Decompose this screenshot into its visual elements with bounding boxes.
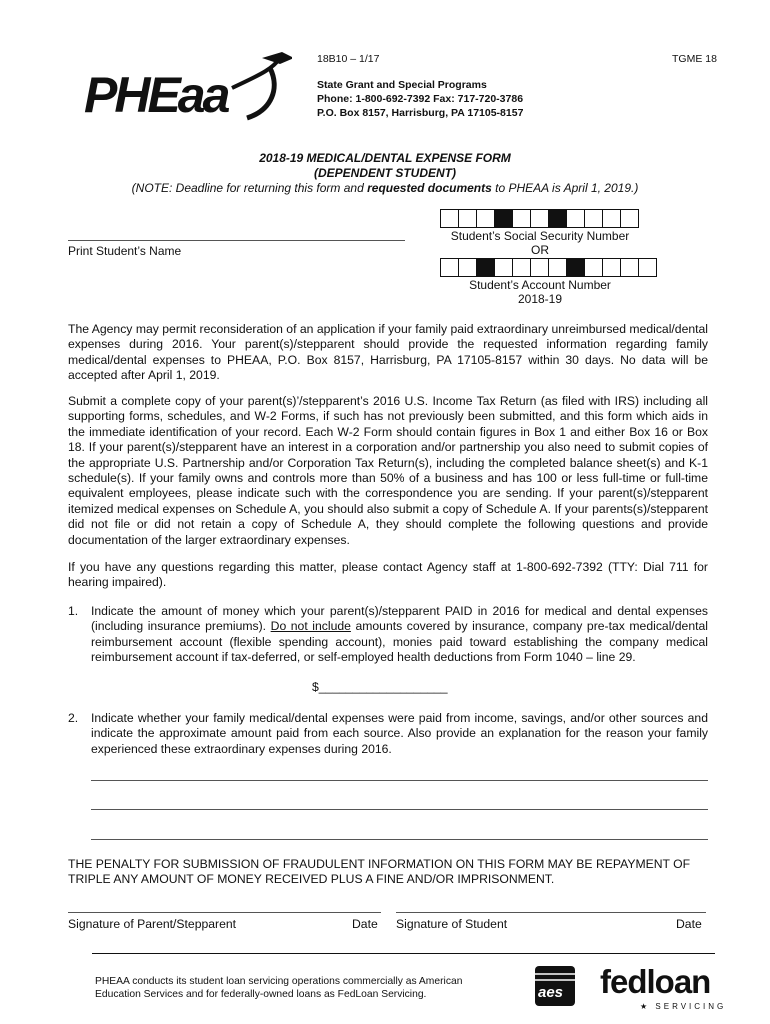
note-part: (NOTE: Deadline for returning this form and — [131, 181, 368, 195]
title-line2: (DEPENDENT STUDENT) — [313, 166, 456, 180]
date2-label: Date — [676, 917, 702, 931]
account-separator — [477, 258, 495, 277]
account-year: 2018-19 — [517, 292, 563, 306]
aes-logo-text: aes — [538, 984, 564, 1001]
q1-part: amounts covered by insurance, company pre-tax medical/dental reimbursement account (flexible spending account), monies paid toward establishing the company medical reimbursement account if tax-deferred, or self-employed health deductions from Form 1040 – line 29. — [91, 619, 708, 665]
ssn-separator — [549, 209, 567, 228]
ssn-boxes[interactable] — [440, 209, 639, 228]
logo-text: PHEaa — [84, 67, 228, 123]
title-line1: 2018-19 MEDICAL/DENTAL EXPENSE FORM — [259, 151, 511, 165]
account-box[interactable] — [459, 258, 477, 277]
org-line: P.O. Box 8157, Harrisburg, PA 17105-8157 — [317, 107, 524, 119]
or-label: OR — [531, 243, 549, 257]
paragraph-reconsideration: The Agency may permit reconsideration of an application if your family paid extraordinary unreimbursed medical/dental expenses during 2016. Your parent(s)/stepparent should provide the requested information regarding family medical/dental expenses to PHEAA, P.O. Box 8157, Harrisburg, PA 17105-8157 within 30 days. No data will be accepted after April 1, 2019. — [68, 322, 708, 383]
q2-answer-line[interactable] — [91, 809, 708, 810]
form-code: 18B10 – 1/17 — [317, 53, 380, 65]
account-boxes[interactable] — [440, 258, 657, 277]
fedloan-logo: fedloan — [600, 963, 711, 1000]
pheaa-logo — [82, 48, 292, 128]
ssn-box[interactable] — [585, 209, 603, 228]
student-signature-line[interactable] — [396, 912, 706, 913]
form-title — [60, 151, 710, 196]
ssn-box[interactable] — [459, 209, 477, 228]
parent-signature-label: Signature of Parent/Stepparent — [68, 917, 237, 931]
account-box[interactable] — [495, 258, 513, 277]
student-name-field[interactable] — [68, 240, 405, 241]
account-label: Student’s Account Number — [469, 278, 611, 292]
student-signature-label: Signature of Student — [396, 917, 508, 931]
q2-text: Indicate whether your family medical/dental expenses were paid from income, savings, and/or other sources and indicate the approximate amount paid from each source. Also provide an explanation for the reason your family experienced these extraordinary expenses during 2016. — [91, 711, 708, 756]
account-box[interactable] — [603, 258, 621, 277]
account-box[interactable] — [549, 258, 567, 277]
aes-logo — [535, 966, 579, 1010]
q1-part: Indicate the amount of money which your parent(s)/stepparent PAID in 2016 for medical and dental expenses (including insurance premiums). — [91, 604, 708, 634]
date1-label: Date — [352, 917, 378, 931]
fedloan-servicing: ★ SERVICING — [640, 1002, 727, 1011]
paragraph-tax-return: Submit a complete copy of your parent(s)’/stepparent’s 2016 U.S. Income Tax Return (as filed with IRS) including all supporting forms, schedules, and W-2 Forms, if such has not previously been submitted, and this form which aids in the immediate identification of your record. Each W-2 Form should contain figures in Box 1 and either Box 16 or Box 18. If your parent(s)/stepparent have an interest in a corporation and/or partnership you also need to submit copies of the appropriate U.S. Partnership and/or Corporation Tax Return(s), including the completed balance sheet(s) and K-1 schedule(s). If your family owns and controls more than 50% of a business and has 100 or less full-time or full-time equivalent employees, please indicate such with the correspondence you are sending. If your parent(s)/stepparent itemized medical expenses on Schedule A, you should also submit a copy of Schedule A. If your parents(s)/stepparent did not file or did not retain a copy of Schedule A, they should complete the following questions and provide documentation of the larger extraordinary expenses. — [68, 394, 708, 547]
account-label-group — [430, 278, 650, 306]
ssn-box[interactable] — [513, 209, 531, 228]
parent-signature-line[interactable] — [68, 912, 381, 913]
footer-divider — [92, 953, 715, 954]
ssn-box[interactable] — [621, 209, 639, 228]
q2-answer-line[interactable] — [91, 839, 708, 840]
q2-answer-line[interactable] — [91, 780, 708, 781]
account-separator — [567, 258, 585, 277]
note-bold: requested documents — [367, 181, 492, 195]
ssn-label: Student’s Social Security Number — [450, 229, 630, 243]
account-box[interactable] — [585, 258, 603, 277]
account-box[interactable] — [513, 258, 531, 277]
q1-underline: Do not include — [270, 619, 351, 634]
penalty-notice: THE PENALTY FOR SUBMISSION OF FRAUDULENT INFORMATION ON THIS FORM MAY BE REPAYMENT OF TRIPLE ANY AMOUNT OF MONEY RECEIVED PLUS A FINE AND/OR IMPRISONMENT. — [68, 857, 691, 887]
student-name-label: Print Student’s Name — [68, 244, 182, 258]
form-id: TGME 18 — [672, 53, 717, 65]
account-box[interactable] — [441, 258, 459, 277]
q2-number: 2. — [68, 711, 79, 725]
ssn-box[interactable] — [477, 209, 495, 228]
deadline-note — [60, 181, 710, 196]
account-box[interactable] — [531, 258, 549, 277]
ssn-label-group — [430, 229, 650, 257]
ssn-box[interactable] — [531, 209, 549, 228]
note-part: to PHEAA is April 1, 2019.) — [491, 181, 639, 195]
ssn-box[interactable] — [603, 209, 621, 228]
q1-amount-field[interactable]: $___________________ — [312, 680, 448, 694]
org-address — [317, 78, 523, 120]
q1-text — [91, 604, 708, 666]
org-line: State Grant and Special Programs — [317, 79, 487, 91]
q1-number: 1. — [68, 604, 79, 618]
ssn-box[interactable] — [567, 209, 585, 228]
ssn-box[interactable] — [441, 209, 459, 228]
org-line: Phone: 1-800-692-7392 Fax: 717-720-3786 — [317, 93, 524, 105]
paragraph-contact: If you have any questions regarding this matter, please contact Agency staff at 1-800-692-7392 (TTY: Dial 711 for hearing impaired). — [68, 560, 708, 590]
ssn-separator — [495, 209, 513, 228]
account-box[interactable] — [621, 258, 639, 277]
account-box[interactable] — [639, 258, 657, 277]
footer-text: PHEAA conducts its student loan servicing operations commercially as American Education Services and for federally-owned loans as FedLoan Servicing. — [95, 976, 463, 1000]
